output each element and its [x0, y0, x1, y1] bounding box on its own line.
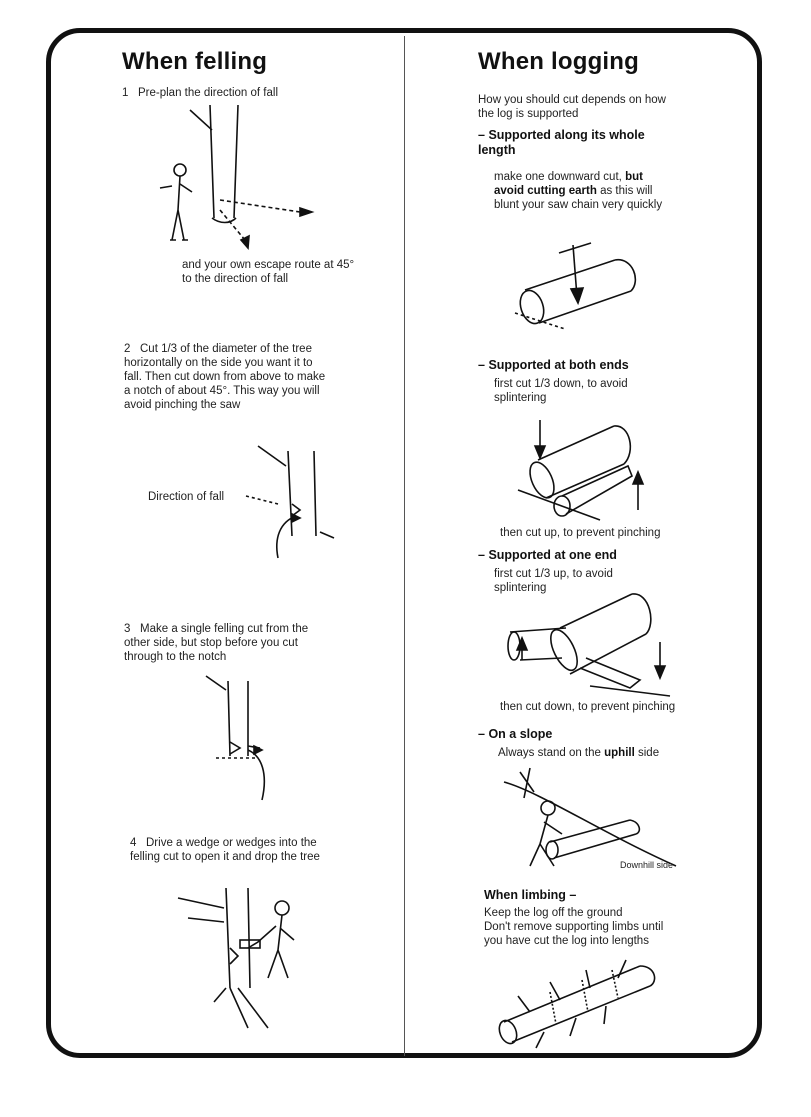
- slope-heading-text: On a slope: [488, 727, 553, 741]
- both-ends-heading-text: Supported at both ends: [488, 358, 629, 372]
- step-1-text: Pre-plan the direction of fall: [138, 87, 278, 99]
- logging-intro: How you should cut depends on how the log is supported: [478, 94, 666, 120]
- slope-bold: uphill: [604, 747, 635, 759]
- felling-step-4-illustration: [168, 878, 318, 1038]
- one-end-caption: then cut down, to prevent pinching: [500, 701, 676, 713]
- felling-step-1-caption: and your own escape route at 45° to the direction of fall: [182, 259, 355, 285]
- limbing-heading: When limbing –: [484, 888, 577, 902]
- both-ends-text: first cut 1/3 down, to avoid splintering: [494, 378, 628, 404]
- felling-step-2-illustration: [238, 446, 358, 566]
- step-2-number: 2: [124, 343, 131, 355]
- felling-step-3: [124, 622, 329, 664]
- logging-title: When logging: [478, 48, 640, 75]
- felling-step-3-illustration: [196, 676, 286, 806]
- whole-length-text-1: make one downward cut,: [494, 171, 622, 183]
- felling-step-4: [130, 836, 330, 864]
- felling-step-1: [122, 86, 352, 100]
- direction-of-fall-label: Direction of fall: [148, 491, 225, 503]
- step-1-number: 1: [122, 87, 129, 99]
- bullet-mark: –: [478, 358, 485, 372]
- both-ends-heading: [478, 358, 678, 373]
- step-4-number: 4: [130, 837, 137, 849]
- bullet-mark: –: [478, 727, 485, 741]
- one-end-heading: [478, 548, 678, 563]
- downhill-side-label: Downhill side: [620, 860, 674, 870]
- one-end-illustration: [500, 588, 680, 698]
- both-ends-caption: then cut up, to prevent pinching: [500, 527, 661, 539]
- one-end-heading-text: Supported at one end: [488, 548, 617, 562]
- whole-length-text: [494, 170, 664, 212]
- slope-text: [498, 746, 688, 760]
- step-3-number: 3: [124, 623, 131, 635]
- limbing-illustration: [490, 952, 670, 1052]
- column-divider: [404, 36, 405, 1056]
- felling-step-1-illustration: [150, 100, 330, 260]
- step-2-text: Cut 1/3 of the diameter of the tree horizontally on the side you want it to fall. Then cut down from above to make a notch of about 45°. This way you will avoid pinching the saw: [124, 343, 326, 411]
- whole-length-heading: [478, 128, 678, 158]
- bullet-mark: –: [478, 548, 485, 562]
- limbing-text-2: Don't remove supporting limbs until you have cut the log into lengths: [484, 921, 664, 947]
- felling-title: When felling: [122, 48, 268, 75]
- both-ends-illustration: [510, 410, 670, 525]
- whole-length-illustration: [505, 235, 665, 335]
- whole-length-heading-text: Supported along its whole length: [478, 128, 645, 157]
- felling-step-2: [124, 342, 329, 412]
- one-end-text: first cut 1/3 up, to avoid splintering: [494, 568, 613, 594]
- slope-heading: [478, 727, 678, 742]
- step-4-text: Drive a wedge or wedges into the felling cut to open it and drop the tree: [130, 837, 320, 863]
- bullet-mark: –: [478, 128, 485, 142]
- whole-length-text-2: as this will blunt your saw chain very quickly: [494, 185, 663, 211]
- slope-text-2: side: [638, 747, 660, 759]
- limbing-text-1: Keep the log off the ground: [484, 907, 623, 919]
- whole-length-bold: but avoid cutting earth: [494, 171, 643, 197]
- slope-text-1: Always stand on the: [498, 747, 601, 759]
- step-3-text: Make a single felling cut from the other side, but stop before you cut through to the notch: [124, 623, 309, 663]
